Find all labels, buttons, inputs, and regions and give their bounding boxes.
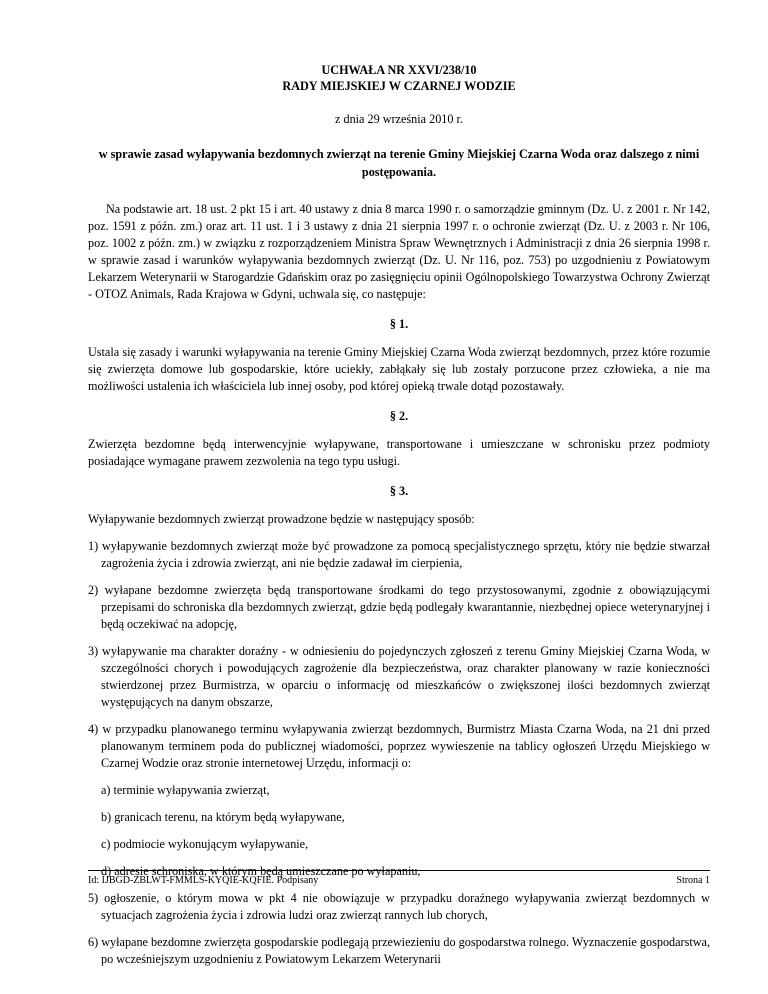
sub-item: b) granicach terenu, na którym będą wyłapywane, <box>101 810 345 824</box>
list-item: 3) wyłapywanie ma charakter doraźny - w odniesieniu do pojedynczych zgłoszeń z terenu Gminy Miejskiej Czarna Woda, w szczególności chorych i powodujących zagrożenie dla bezpieczeństwa, oraz charakter planowany w razie konieczności stwierdzonej przez Burmistrza, w oparciu o informację od mieszkańców o zwiększonej ilości bezdomnych zwierząt występujących na danym obszarze, <box>88 644 710 709</box>
resolution-subject: w sprawie zasad wyłapywania bezdomnych zwierząt na terenie Gminy Miejskiej Czarna Woda oraz dalszego z nimi postępowania. <box>98 147 700 179</box>
document-page <box>88 62 710 968</box>
document-id: Id: IJBGD-ZBLWT-FMMLS-KYQIE-KQFIE. Podpisany <box>88 875 319 886</box>
section-1-heading: § 1. <box>389 317 409 331</box>
section-2-text: Zwierzęta bezdomne będą interwencyjnie wyłapywane, transportowane i umieszczane w schronisku przez podmioty posiadające wymagane prawem zezwolenia na tego typu usługi. <box>88 437 710 468</box>
council-name: RADY MIEJSKIEJ W CZARNEJ WODZIE <box>282 79 516 93</box>
list-item: 6) wyłapane bezdomne zwierzęta gospodarskie podlegają przewiezieniu do gospodarstwa rolnego. Wyznaczenie gospodarstwa, po wcześniejszym uzgodnieniu z Powiatowym Lekarzem Weterynarii <box>88 935 710 966</box>
list-item: 1) wyłapywanie bezdomnych zwierząt może być prowadzone za pomocą specjalistycznego sprzętu, który nie będzie stwarzał zagrożenia życia i zdrowia zwierząt, ani nie będzie zadawał im cierpienia, <box>88 539 710 570</box>
list-item: 4) w przypadku planowanego terminu wyłapywania zwierząt bezdomnych, Burmistrz Miasta Czarna Woda, na 21 dni przed planowanym terminem poda do publicznej wiadomości, poprzez wywieszenie na tablicy ogłoszeń Urzędu Miejskiego w Czarnej Wodzie oraz stronie internetowej Urzędu, informacji o: <box>88 722 710 770</box>
legal-basis-paragraph: Na podstawie art. 18 ust. 2 pkt 15 i art. 40 ustawy z dnia 8 marca 1990 r. o samorządzie gminnym (Dz. U. z 2001 r. Nr 142, poz. 1591 z późn. zm.) oraz art. 11 ust. 1 i 3 ustawy z dnia 21 sierpnia 1997 r. o ochronie zwierząt (Dz. U. z 2003 r. Nr 106, poz. 1002 z późn. zm.) w związku z rozporządzeniem Ministra Spraw Wewnętrznych i Administracji z dnia 26 sierpnia 1998 r. w sprawie zasad i warunków wyłapywania bezdomnych zwierząt (Dz. U. Nr 116, poz. 753) po uzgodnieniu z Powiatowym Lekarzem Weterynarii w Starogardzie Gdańskim oraz po zasięgnięciu opinii Ogólnopolskiego Towarzystwa Ochrony Zwierząt - OTOZ Animals, Rada Krajowa w Gdyni, uchwala się, co następuje: <box>88 202 710 301</box>
section-3-lead: Wyłapywanie bezdomnych zwierząt prowadzone będzie w następujący sposób: <box>88 512 475 526</box>
section-2-heading: § 2. <box>389 409 409 423</box>
page-footer <box>88 870 710 886</box>
list-item: 2) wyłapane bezdomne zwierzęta będą transportowane środkami do tego przystosowanymi, zgodnie z obowiązującymi przepisami do schroniska dla bezdomnych zwierząt, gdzie będą podlegały kwarantannie, niezbędnej opiece weterynaryjnej i będą oczekiwać na adopcję, <box>88 583 710 631</box>
page-number: Strona 1 <box>676 875 710 886</box>
section-1-text: Ustala się zasady i warunki wyłapywania na terenie Gminy Miejskiej Czarna Woda zwierząt bezdomnych, przez które rozumie się zwierzęta domowe lub gospodarskie, które uciekły, zabłąkały się lub zostały porzucone przez człowieka, a nie ma możliwości ustalenia ich właściciela lub innej osoby, pod której opieką trwale dotąd pozostawały. <box>88 345 710 393</box>
sub-item: a) terminie wyłapywania zwierząt, <box>101 783 270 797</box>
sub-item: c) podmiocie wykonującym wyłapywanie, <box>101 837 309 851</box>
resolution-date: z dnia 29 września 2010 r. <box>335 112 463 126</box>
resolution-number: UCHWAŁA NR XXVI/238/10 <box>321 63 477 77</box>
sub-item: d) adresie schroniska, w którym będą umieszczane po wyłapaniu, <box>101 864 421 878</box>
section-3-heading: § 3. <box>389 484 409 498</box>
list-item: 5) ogłoszenie, o którym mowa w pkt 4 nie obowiązuje w przypadku doraźnego wyłapywania zwierząt bezdomnych w sytuacjach zagrożenia życia i zdrowia ludzi oraz zwierząt rannych lub chorych, <box>88 891 710 922</box>
